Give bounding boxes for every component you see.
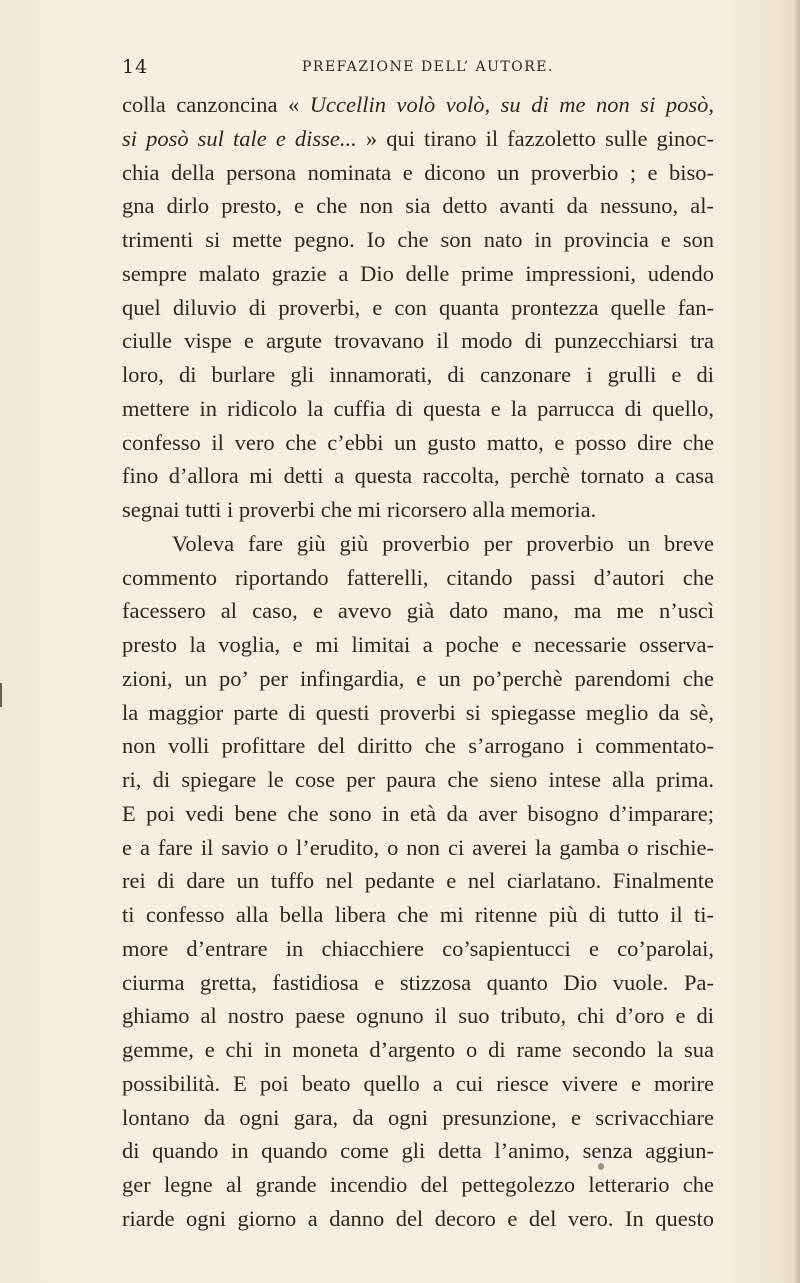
page-edge-shadow — [794, 0, 800, 1283]
text-line: gna dirlo presto, e che non sia detto avanti da nessuno, al- — [122, 193, 714, 219]
text-line: Voleva fare giù giù proverbio per proverbio un breve — [172, 530, 714, 556]
running-title: PREFAZIONE DELL’ AUTORE. — [302, 59, 554, 75]
text-line: ghiamo al nostro paese ognuno il suo tributo, chi d’oro e di — [122, 1003, 714, 1029]
text-line: confesso il vero che c’ebbi un gusto matto, e posso dire che — [122, 429, 714, 455]
text-line: lontano da ogni gara, da ogni presunzione, e scrivacchiare — [122, 1104, 714, 1130]
text-line: e a fare il savio o l’erudito, o non ci averei la gamba o rischie- — [122, 834, 714, 860]
text-line: trimenti si mette pegno. Io che son nato in provincia e son — [122, 227, 714, 252]
text-line: facessero al caso, e avevo già dato mano, ma me n’uscì — [122, 598, 714, 624]
text-line — [122, 122, 714, 156]
text-line: ciurma gretta, fastidiosa e stizzosa quanto Dio vuole. Pa- — [122, 969, 714, 995]
text-line: riarde ogni giorno a danno del decoro e del vero. In questo — [122, 1205, 714, 1231]
text-line — [122, 88, 714, 122]
text-line: la maggior parte di questi proverbi si spiegasse meglio da sè, — [122, 699, 714, 725]
text-line: rei di dare un tuffo nel pedante e nel ciarlatano. Finalmente — [122, 868, 714, 894]
text-line: chia della persona nominata e dicono un proverbio ; e biso- — [122, 159, 714, 185]
text-line: zioni, un po’ per infingardia, e un po’perchè parendomi che — [122, 665, 714, 691]
running-header — [122, 56, 710, 80]
text-line: mettere in ridicolo la cuffia di questa e la parrucca di quello, — [122, 395, 714, 421]
text-line: possibilità. E poi beato quello a cui riesce vivere e morire — [122, 1070, 714, 1096]
text-line: di quando in quando come gli detta l’animo, senza aggiun- — [122, 1138, 714, 1164]
text-line: ger legne al grande incendio del pettegolezzo letterario che — [122, 1172, 714, 1197]
text-line: sempre malato grazie a Dio delle prime impressioni, udendo — [122, 260, 714, 286]
ink-spot — [598, 1163, 604, 1170]
text-line: commento riportando fatterelli, citando passi d’autori che — [122, 564, 714, 590]
margin-mark — [0, 683, 2, 707]
text-line: presto la voglia, e mi limitai a poche e necessarie osserva- — [122, 632, 714, 657]
text-line: fino d’allora mi detti a questa raccolta, perchè tornato a casa — [122, 463, 714, 489]
body-text — [122, 88, 714, 1236]
italic-quote: Uccellin volò volò, su di me non si posò, — [309, 92, 714, 117]
text-run: » qui tirano il fazzoletto sulle ginoc- — [356, 125, 714, 151]
text-line: ri, di spiegare le cose per paura che sieno intese alla prima. — [122, 767, 714, 792]
text-line: gemme, e chi in moneta d’argento o di rame secondo la sua — [122, 1037, 714, 1062]
italic-quote: si posò sul tale e disse... — [122, 125, 357, 151]
text-line: segnai tutti i proverbi che mi ricorsero alla memoria. — [122, 497, 597, 522]
page-number: 14 — [122, 56, 149, 78]
text-line: ti confesso alla bella libera che mi ritenne più di tutto il ti- — [122, 902, 714, 927]
text-line: E poi vedi bene che sono in età da aver bisogno d’imparare; — [122, 800, 714, 826]
text-run: colla canzoncina « — [122, 92, 310, 117]
text-line: more d’entrare in chiacchiere co’sapientucci e co’parolai, — [122, 935, 714, 961]
text-line: non volli profittare del diritto che s’arrogano i commentato- — [122, 733, 714, 759]
text-line: ciulle vispe e argute trovavano il modo di punzecchiarsi tra — [122, 328, 714, 354]
text-line: loro, di burlare gli innamorati, di canzonare i grulli e di — [122, 362, 714, 387]
text-line: quel diluvio di proverbi, e con quanta prontezza quelle fan- — [122, 294, 714, 320]
